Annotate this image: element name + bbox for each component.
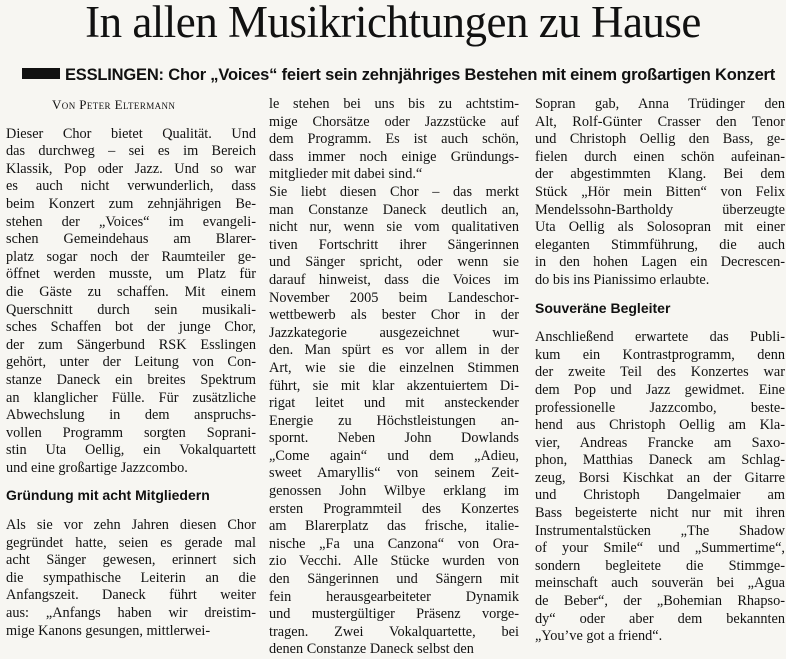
text-line: kum ein Kontrastprogramm, denn — [535, 346, 785, 363]
text-line: Abwechslung in dem anspruchs- — [6, 407, 256, 424]
deck-text: ESSLINGEN: Chor „Voices“ feiert sein zehnjähriges Bestehen mit einem großartigen Konzert — [65, 66, 776, 84]
text-line: es auch nicht verwunderlich, dass — [6, 178, 256, 195]
text-line: sweet Amaryllis“ von seinem Zeit- — [269, 465, 519, 482]
text-line: spornt. Neben John Dowlands — [269, 430, 519, 447]
column-1 — [6, 96, 256, 640]
text-line: Instrumentalstücken „The Shadow — [535, 522, 785, 539]
text-line: Stück „Hör mein Bitten“ von Felix — [535, 183, 785, 200]
text-line: der abgestimmten Klang. Bei dem — [535, 166, 785, 183]
text-line: den. Man spürt es vor allem in der — [269, 342, 519, 359]
text-line: Bass begeisterte nicht nur mit ihren — [535, 505, 785, 522]
text-line: an klanglicher Fülle. Für zusätzliche — [6, 389, 256, 406]
subheading: Souveräne Begleiter — [535, 299, 671, 316]
text-line: schen Gemeindehaus am Blarer- — [6, 231, 256, 248]
text-line: wettbewerb als bester Chor in der — [269, 307, 519, 324]
text-line: stanze Daneck ein breites Spektrum — [6, 371, 256, 388]
text-line: dass immer noch einige Gründungs- — [269, 148, 519, 165]
text-line: tragen. Zwei Vokalquartette, bei — [269, 623, 519, 640]
text-line: und Sänger spricht, oder wenn sie — [269, 254, 519, 271]
text-line: zio Vecchi. Alle Stücke wurden von — [269, 553, 519, 570]
text-line: of your Smile“ und „Summertime“, — [535, 540, 785, 557]
text-line: Dieser Chor bietet Qualität. Und — [6, 125, 256, 142]
text-line: und eine großartige Jazzcombo. — [6, 459, 188, 476]
text-line: führt, sie mit klar akzentuiertem Di- — [269, 377, 519, 394]
column-3 — [535, 96, 785, 646]
text-line: und Christoph Oellig den Bass, ge- — [535, 131, 785, 148]
text-line: do bis ins Pianissimo erlaubte. — [535, 271, 710, 288]
text-line: gehört, unter der Leitung von Con- — [6, 354, 256, 371]
text-line: mige Chorsätze oder Jazzstücke auf — [269, 113, 519, 130]
text-line: denen Constanze Daneck selbst den — [269, 641, 474, 658]
text-line: le stehen bei uns bis zu achtstim- — [269, 96, 519, 112]
text-line: „You’ve got a friend“. — [535, 628, 663, 645]
text-line: Uta Oellig als Solosopran mit einer — [535, 219, 785, 236]
text-line: beim Konzert zum zehnjährigen Be- — [6, 195, 256, 212]
text-line: der zweite Teil des Konzertes war — [535, 364, 785, 381]
text-line: nicht nur, wenn sie vom qualitativen — [269, 219, 519, 236]
text-line: und Christoph Dangelmaier am — [535, 487, 785, 504]
text-line: stin Uta Oellig, ein Vokalquartett — [6, 442, 256, 459]
text-line: Alt, Rolf-Günter Crasser den Tenor — [535, 113, 785, 130]
text-line: stehen der „Voices“ im evangeli- — [6, 213, 256, 230]
byline: Von Peter Eltermann — [52, 97, 176, 112]
text-line: hend aus Christoph Oellig am Kla- — [535, 417, 785, 434]
deck — [22, 65, 782, 85]
text-line: Art, wie sie die einzelnen Stimmen — [269, 359, 519, 376]
text-line: mitglieder mit dabei sind.“ — [269, 166, 423, 183]
text-line: meinschaft auch souverän bei „Agua — [535, 575, 785, 592]
text-line: nische „Fa una Canzona“ von Ora- — [269, 535, 519, 552]
text-line: Mendelssohn-Bartholdy überzeugte — [535, 201, 785, 218]
column-3-body — [535, 96, 785, 646]
text-line: „Come again“ und dem „Adieu, — [269, 447, 519, 464]
text-line: den Sängerinnen und Sängern mit — [269, 571, 519, 588]
text-line: rigat leitet und mit ansteckender — [269, 395, 519, 412]
headline: In allen Musikrichtungen zu Hause — [85, 0, 701, 47]
text-line: Anfangszeit. Daneck führt weiter — [6, 587, 256, 604]
text-line: die Gäste zu schaffen. Mit einem — [6, 283, 256, 300]
text-line: das durchweg – sei es im Bereich — [6, 143, 256, 160]
text-line: aus: „Anfangs haben wir dreistim- — [6, 605, 256, 622]
text-line: ersten Programmteil des Konzertes — [269, 500, 519, 517]
text-line: Als sie vor zehn Jahren diesen Chor — [6, 517, 256, 534]
text-line: die sympathische Leiterin an die — [6, 569, 256, 586]
text-line: mige Kanons gesungen, mittlerwei- — [6, 622, 211, 639]
column-2-body — [269, 96, 519, 659]
text-line: November 2005 beim Landeschor- — [269, 289, 519, 306]
text-line: fein herausgearbeiteter Dynamik — [269, 588, 519, 605]
text-line: Anschließend erwartete das Publi- — [535, 329, 785, 346]
text-line: dy“ oder aber dem bekannten — [535, 610, 785, 627]
text-line: fielen durch einen schön aufeinan- — [535, 148, 785, 165]
text-line: phon, Matthias Daneck am Schlag- — [535, 452, 785, 469]
text-line: vier, Andreas Francke am Saxo- — [535, 434, 785, 451]
text-line: platz sogar noch der Raumteiler ge- — [6, 248, 256, 265]
text-line: gegründet hatte, seien es gerade mal — [6, 534, 256, 551]
text-line: sches Schaffen bot der junge Chor, — [6, 319, 256, 336]
text-line: darauf hinweist, dass die Voices im — [269, 271, 519, 288]
text-line: genossen John Wilbye erklang im — [269, 483, 519, 500]
deck-bar-marker — [22, 68, 60, 79]
text-line: acht Sänger gewesen, erinnert sich — [6, 552, 256, 569]
text-line: Jazzkategorie ausgezeichnet wur- — [269, 324, 519, 341]
text-line: Querschnitt durch sein musikali- — [6, 301, 256, 318]
text-line: professionelle Jazzcombo, beste- — [535, 399, 785, 416]
text-line: Sie liebt diesen Chor – das merkt — [269, 183, 519, 200]
text-line: der zum Sängerbund RSK Esslingen — [6, 336, 256, 353]
text-line: vollen Programm sorgten Soprani- — [6, 424, 256, 441]
text-line: zeug, Borsi Kischkat an der Gitarre — [535, 469, 785, 486]
text-line: tiven Fortschritt ihrer Sängerinnen — [269, 236, 519, 253]
text-line: man Constanze Daneck deutlich an, — [269, 201, 519, 218]
text-line: Energie zu Höchstleistungen an- — [269, 412, 519, 429]
text-line: dem Programm. Es ist auch schön, — [269, 131, 519, 148]
text-line: de Beber“, der „Bohemian Rhapso- — [535, 593, 785, 610]
text-line: öffnet werden musste, um Platz für — [6, 266, 256, 283]
text-line: Klassik, Pop oder Jazz. Und so war — [6, 160, 256, 177]
column-2 — [269, 96, 519, 659]
subheading: Gründung mit acht Mitgliedern — [6, 487, 210, 504]
column-1-body — [6, 126, 256, 641]
text-line: sondern begleitete die Stimmge- — [535, 557, 785, 574]
text-line: und mustergültiger Präsenz vorge- — [269, 606, 519, 623]
text-line: Sopran gab, Anna Trüdinger den — [535, 96, 785, 112]
text-line: am Blarerplatz das frische, italie- — [269, 518, 519, 535]
text-line: in den hohen Lagen ein Decrescen- — [535, 254, 785, 271]
text-line: dem Pop und Jazz gewidmet. Eine — [535, 381, 785, 398]
text-line: eleganten Stimmführung, die auch — [535, 236, 785, 253]
